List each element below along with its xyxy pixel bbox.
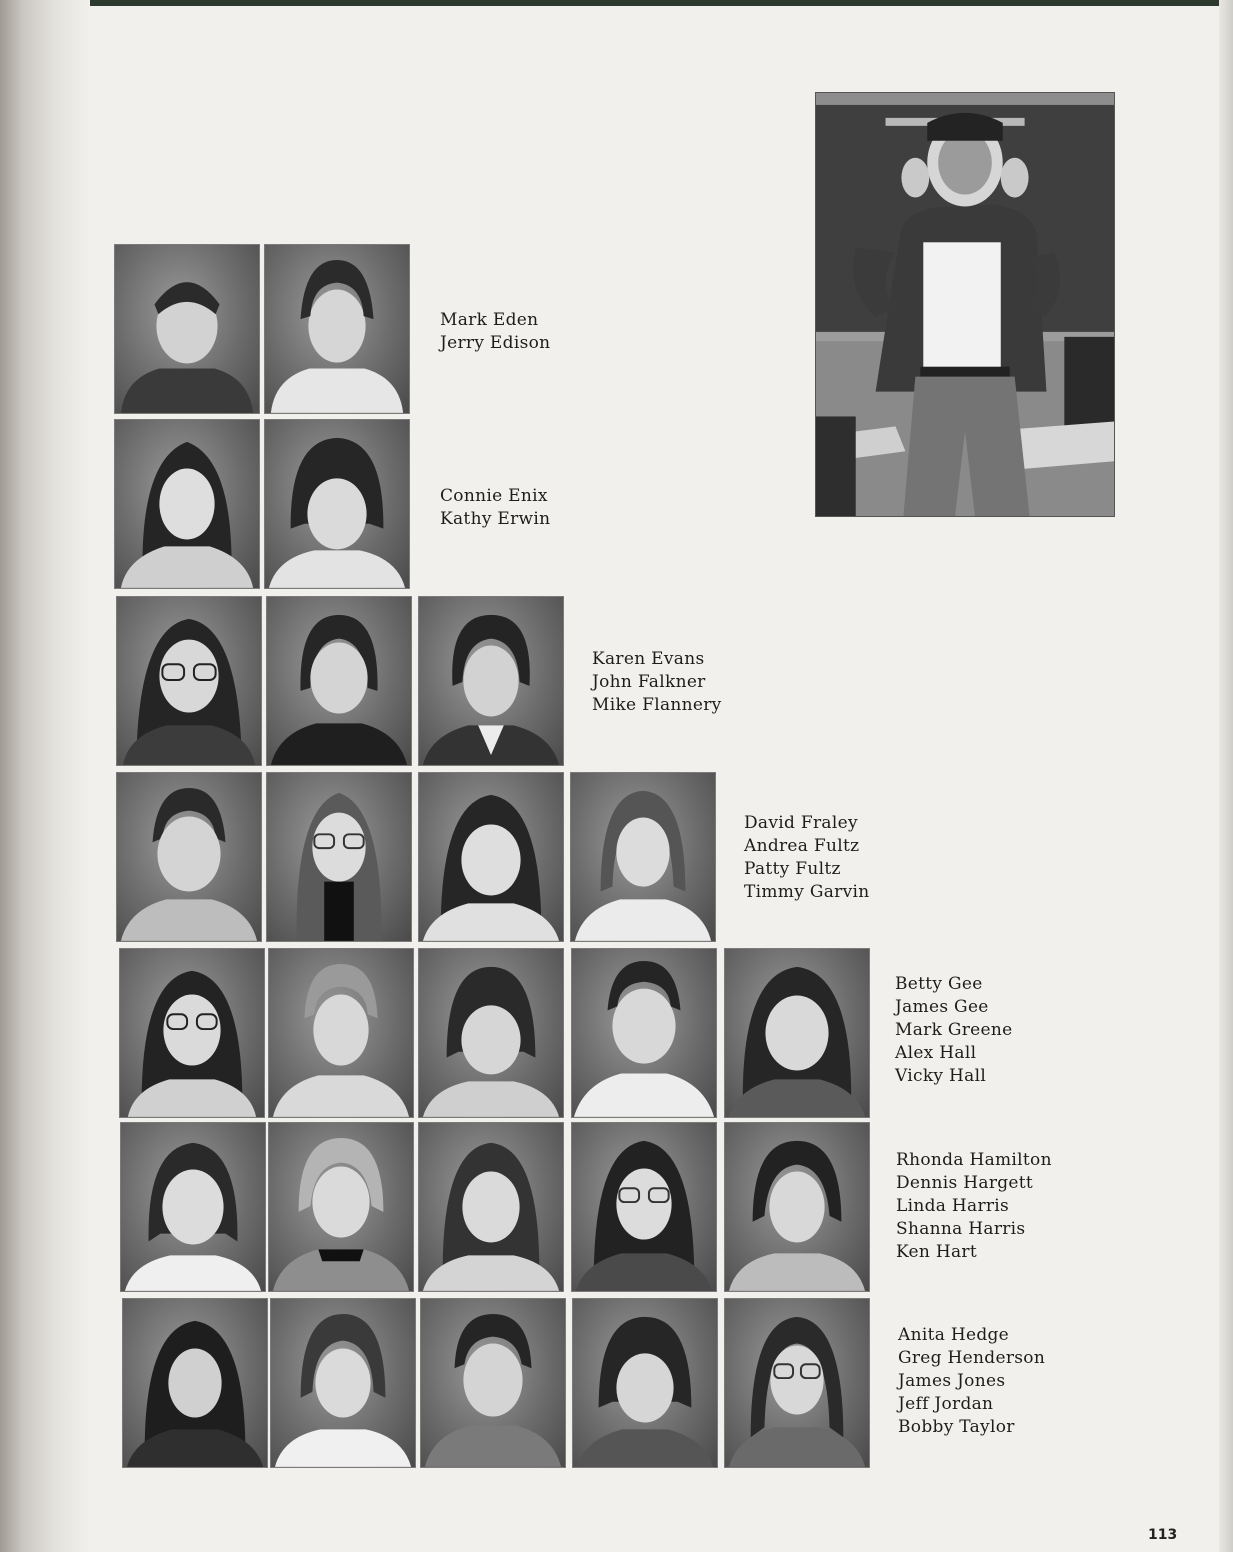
- student-name: Anita Hedge: [898, 1325, 1010, 1345]
- names-caption: [440, 485, 550, 531]
- names-caption: [440, 309, 550, 355]
- student-name: John Falkner: [592, 672, 706, 692]
- student-name: Connie Enix: [440, 486, 548, 506]
- candid-photo: [815, 92, 1115, 517]
- student-portrait: [120, 1122, 266, 1292]
- student-name: Timmy Garvin: [744, 882, 870, 902]
- student-portrait: [418, 948, 564, 1118]
- student-portrait: [571, 948, 717, 1118]
- student-name: Mike Flannery: [592, 695, 722, 715]
- student-name: Bobby Taylor: [898, 1417, 1015, 1437]
- student-name: Jeff Jordan: [898, 1394, 994, 1414]
- student-portrait: [571, 1122, 717, 1292]
- student-name: James Jones: [898, 1371, 1006, 1391]
- student-portrait: [270, 1298, 416, 1468]
- student-portrait: [122, 1298, 268, 1468]
- student-portrait: [266, 772, 412, 942]
- student-portrait: [418, 1122, 564, 1292]
- student-name: Mark Eden: [440, 310, 539, 330]
- student-portrait: [724, 1298, 870, 1468]
- student-name: James Gee: [895, 997, 989, 1017]
- names-caption: [592, 648, 722, 717]
- names-caption: [895, 973, 1013, 1088]
- student-name: Ken Hart: [896, 1242, 977, 1262]
- student-portrait: [420, 1298, 566, 1468]
- names-caption: [896, 1149, 1052, 1264]
- student-name: Greg Henderson: [898, 1348, 1046, 1368]
- student-name: Patty Fultz: [744, 859, 841, 879]
- student-portrait: [116, 772, 262, 942]
- student-name: Rhonda Hamilton: [896, 1150, 1052, 1170]
- names-caption: [898, 1324, 1045, 1439]
- student-portrait: [114, 244, 260, 414]
- student-portrait: [724, 1122, 870, 1292]
- page-number: 113: [1148, 1527, 1178, 1543]
- student-portrait: [266, 596, 412, 766]
- student-name: Mark Greene: [895, 1020, 1013, 1040]
- student-portrait: [418, 596, 564, 766]
- student-portrait: [264, 419, 410, 589]
- student-name: Karen Evans: [592, 649, 705, 669]
- page-top-edge: [0, 0, 1233, 6]
- student-portrait: [572, 1298, 718, 1468]
- student-portrait: [570, 772, 716, 942]
- student-name: David Fraley: [744, 813, 858, 833]
- student-portrait: [264, 244, 410, 414]
- student-name: Alex Hall: [895, 1043, 977, 1063]
- student-portrait: [724, 948, 870, 1118]
- names-caption: [744, 812, 869, 904]
- student-portrait: [418, 772, 564, 942]
- student-portrait: [268, 948, 414, 1118]
- student-name: Betty Gee: [895, 974, 983, 994]
- student-name: Dennis Hargett: [896, 1173, 1034, 1193]
- student-name: Vicky Hall: [895, 1066, 987, 1086]
- student-name: Linda Harris: [896, 1196, 1010, 1216]
- student-name: Shanna Harris: [896, 1219, 1026, 1239]
- student-portrait: [114, 419, 260, 589]
- student-name: Andrea Fultz: [744, 836, 860, 856]
- student-portrait: [116, 596, 262, 766]
- student-portrait: [119, 948, 265, 1118]
- book-binding-shadow: [0, 0, 90, 1552]
- page-right-edge: [1219, 0, 1233, 1552]
- student-name: Kathy Erwin: [440, 509, 551, 529]
- student-name: Jerry Edison: [440, 333, 551, 353]
- student-portrait: [268, 1122, 414, 1292]
